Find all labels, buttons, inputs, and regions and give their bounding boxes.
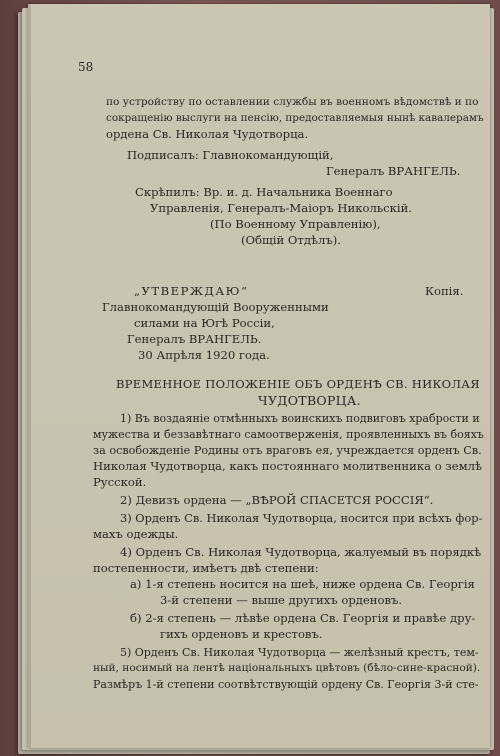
paragraph-line: 3-й степени — выше другихъ орденовъ. <box>160 593 403 607</box>
approval-line: Генералъ ВРАНГЕЛЬ. <box>127 332 262 346</box>
paragraph-line: постепенности, имѣетъ двѣ степени: <box>93 561 319 575</box>
paragraph-line: 2) Девизъ ордена — „ВѢРОЙ СПАСЕТСЯ РОССIЯ“. <box>120 493 434 507</box>
paragraph-line: мужества и беззавѣтнаго самоотверженiя, проявленныхъ въ бояхъ <box>93 428 484 441</box>
page-edge <box>28 4 31 748</box>
paragraph-line: 5) Орденъ Св. Николая Чудотворца — желѣзный крестъ, тем- <box>120 646 479 659</box>
department-line: (По Военному Управленiю), <box>210 217 381 231</box>
paragraph-line: Размѣръ 1-й степени соотвѣтствующiй ордену Св. Георгiя 3-й сте- <box>93 678 479 691</box>
text-line: ордена Св. Николая Чудотворца. <box>106 127 309 141</box>
paragraph-line: Николая Чудотворца, какъ постояннаго молитвенника о землѣ <box>93 459 482 473</box>
paragraph-line: гихъ орденовъ и крестовъ. <box>160 627 323 641</box>
approval-stamp: „УТВЕРЖДАЮ“ <box>134 284 249 298</box>
signer-name: Генералъ ВРАНГЕЛЬ. <box>326 164 461 178</box>
paragraph-line: 3) Орденъ Св. Николая Чудотворца, носится при всѣхъ фор- <box>120 511 483 525</box>
document-title: ВРЕМЕННОЕ ПОЛОЖЕНIЕ ОБЪ ОРДЕНѢ СВ. НИКОЛАЯ <box>116 377 480 391</box>
paragraph-line: а) 1-я степень носится на шеѣ, ниже ордена Св. Георгiя <box>130 577 475 591</box>
approval-date: 30 Апрѣля 1920 года. <box>138 348 270 362</box>
text-line: сокращенiю выслуги на пенсiю, предоставляемыя нынѣ кавалерамъ <box>106 112 484 124</box>
paragraph-line: махъ одежды. <box>93 527 179 541</box>
page-number: 58 <box>78 60 94 74</box>
approval-line: силами на Югѣ Россiи, <box>134 316 275 330</box>
text-line: по устройству по оставлении службы въ военномъ вѣдомствѣ и по <box>106 96 479 108</box>
department-line: (Общiй Отдѣлъ). <box>241 233 341 247</box>
approval-line: Главнокомандующiй Вооруженными <box>102 300 329 314</box>
countersigned-label: Скрѣпилъ: Вр. и. д. Начальника Военнаго <box>135 185 393 199</box>
paragraph-line: за освобожденiе Родины отъ враговъ ея, учреждается орденъ Св. <box>93 444 482 457</box>
paragraph-line: Русской. <box>93 475 147 489</box>
signed-label: Подписалъ: Главнокомандующiй, <box>127 148 334 162</box>
copy-label: Копiя. <box>425 284 464 298</box>
paragraph-line: ный, носимый на лентѣ нацiональныхъ цвѣтовъ (бѣло-сине-красной). <box>93 662 481 674</box>
paragraph-line: 4) Орденъ Св. Николая Чудотворца, жалуемый въ порядкѣ <box>120 545 482 559</box>
paragraph-line: б) 2-я степень — лѣвѣе ордена Св. Георгiя и правѣе дру- <box>130 611 476 625</box>
paragraph-line: 1) Въ воздаянiе отмѣнныхъ воинскихъ подвиговъ храбрости и <box>120 412 480 425</box>
countersigned-name: Управленiя, Генералъ-Маiоръ Никольскiй. <box>150 201 412 215</box>
document-title: ЧУДОТВОРЦА. <box>258 393 361 408</box>
